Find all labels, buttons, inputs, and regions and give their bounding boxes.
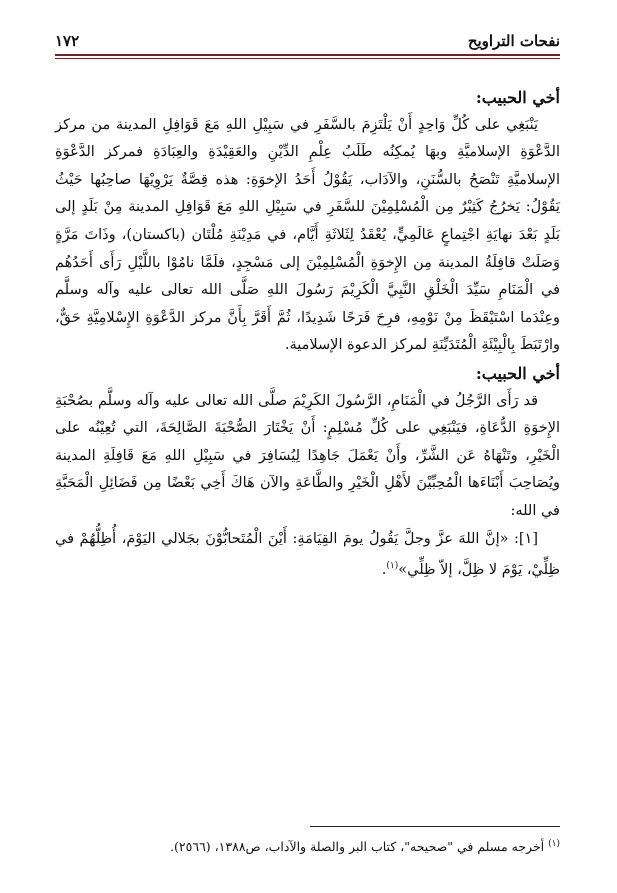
page-number: ١٧٢ <box>55 32 80 50</box>
footnote-marker: (١) <box>548 839 560 849</box>
footnote-text: أخرجه مسلم في "صحيحه"، كتاب البر والصلة والآداب، ص١٣٨٨، (٢٥٦٦). <box>170 839 545 855</box>
footnote-rule <box>310 826 560 827</box>
footnote-reference[interactable]: (١) <box>386 561 399 572</box>
footnote <box>55 834 560 857</box>
hadith-number: [١]: <box>513 530 538 547</box>
section-heading: أخي الحبيب: <box>475 88 560 107</box>
hadith-text: «إنَّ اللهَ عزَّ وجلَّ يَقُولُ يومَ القِيَامَةِ: أَيْنَ الْمُتَحابُّوْنَ بجَلالي اليَوْمَ، أُظِلُّهُمْ في ظِلِّيْ، يَوْمَ لا ظِلَّ، إلاّ ظِلِّي» <box>55 530 560 578</box>
section-heading: أخي الحبيب: <box>475 363 560 383</box>
page-body <box>55 84 560 585</box>
body-paragraph: يَنْبَغِي على كُلِّ وَاحِدٍ أَنْ يَلْتَزِمَ بالسَّفَرِ في سَبِيْلِ اللهِ مَعَ قَوَافِلِ المدينة من مركز الدَّعْوَةِ الإسلاميَّةِ وبهَا يُمكِنُه طَلَبُ عِلْمِ الدِّيْنِ والعَقِيْدَةِ والعِبَادَةِ فمركز الدَّعْوَةِ الإسلاميَّةِ تَنْصَحُ بالسُّنَنِ، والآدَاب، يَقُوْلُ أَحَدُ الإخوَةِ: هذه قِصَّةٌ يَرْوِيْهَا صاحِبُها حَيْثُ يَقُوْلُ: يَخرُجُ كَثِيْرٌ مِن الْمُسْلِمِيْنَ للسَّفَرِ في سَبِيْلِ اللهِ مَعَ قَوَافِلِ المدينة مِنْ بَلَدٍ إلى بَلَدٍ بَعْدَ نهايَةِ اجْتِماعٍ عَالَمِيٍّ، يُعْقَدُ لِثَلاثَةِ أَيَّام، في مَدِيْنَةِ مُلْتَان (باكستان)، وذَاتَ مَرَّةٍ وَصَلَتْ قافِلَةُ المدينة مِن الإِخوَةِ الْمُسْلِمِيْنَ إلى مَسْجِدٍ، فلَمَّا نامُوْا باللَّيْلِ رَأَى أَحَدُهُم في الْمَنَامِ سَيِّدَ الْخَلْقِ النَّبِيَّ الْكَرِيْمَ رَسُولَ اللهِ صَلَّى الله تعالى عليه وآله وسلَّم وعِنْدَما اسْتَيْقَظَ مِنْ نَوْمِهِ، فرِحَ فَرَحًا شَدِيدًا، ثُمَّ أَقَرَّ بِأَنَّ مركز الدَّعْوَةِ الإِسْلامِيَّةِ حَقٌّ، وارْتَبَطَ بِالْبِيْئَةِ الْمُتَدَيِّنَةِ لمركز الدعوة الإسلامية. <box>55 116 560 354</box>
header-rule <box>55 54 560 59</box>
page-header <box>55 26 560 50</box>
body-paragraph: قد رَأَى الرَّجُلُ في الْمَنَامِ، الرَّسُولَ الكَرِيْمَ صلَّى الله تعالى عليه وآله وسلَّم بصُحْبَةِ الإِخوَةِ الدُّعَاةِ، فيَنْبَغِي على كُلِّ مُسْلِمٍ: أَنْ يَخْتَارَ الصُّحْبَةَ الصَّالِحَةَ، التي تُعِيْنُه على الْخَيْرِ، وتَنْهَاهُ عَن الشَّرِّ، وأَنْ يَعْمَلَ جَاهِدًا لِيُسَافِرَ في سَبِيْلِ اللهِ مَعَ قَافِلَةِ المدينة ويُصَاحِبَ أَبْنَاءَها الْمُحِبِّيْنَ لأَهْلِ الْخَيْرِ والطَّاعَةِ والآن هَاكَ أَخِي بَعْضًا مِن فَضَائِلِ الْمَحَبَّةِ في الله: <box>55 392 560 519</box>
running-title: نفحات التراويح <box>467 32 560 50</box>
hadith-paragraph: [١]: «إنَّ اللهَ عزَّ وجلَّ يَقُولُ يومَ القِيَامَةِ: أَيْنَ الْمُتَحابُّوْنَ بجَلالي اليَوْمَ، أُظِلُّهُمْ في ظِلِّيْ، يَوْمَ لا ظِلَّ، إلاّ ظِلِّي»$^{(١)}$. <box>55 530 560 578</box>
